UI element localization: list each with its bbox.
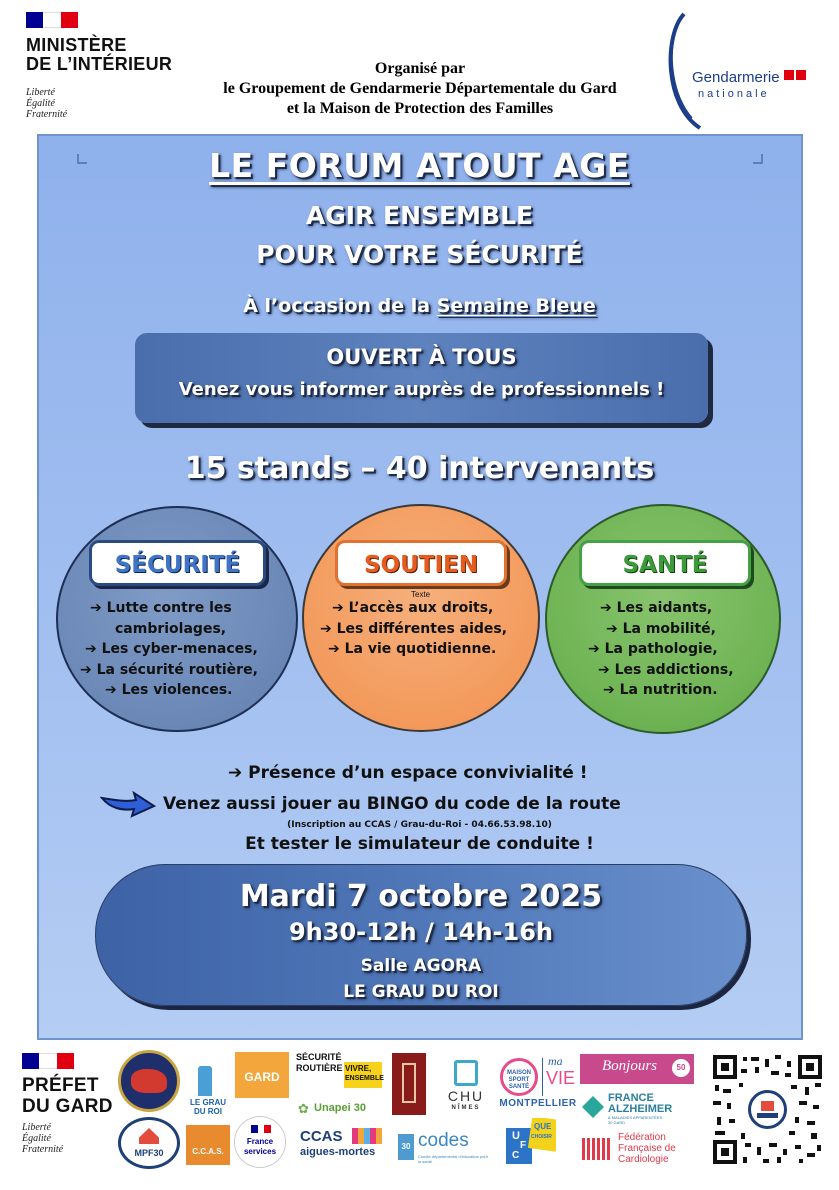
semaine-bleue-link: Semaine Bleue (436, 295, 596, 317)
organiser-text: Organisé par le Groupement de Gendarmerie Départementale du Gard et la Maison de Protection des Familles (223, 60, 617, 117)
list-item: ➔ La mobilité, (606, 620, 716, 637)
france-services-logo: France services (234, 1116, 286, 1168)
prefet-motto: Liberté Égalité Fraternité (22, 1122, 64, 1155)
ccas-logo: C.C.A.S. (186, 1125, 230, 1165)
list-item: ➔ Les addictions, (598, 661, 734, 678)
open-to-all-banner (135, 333, 708, 423)
simulator-line: Et tester le simulateur de conduite ! (245, 834, 594, 854)
list-item: ➔ La pathologie, (588, 641, 718, 657)
france-alzheimer-logo: FRANCE ALZHEIMER & MALADIES APPARENTÉES 30 GARD (580, 1092, 694, 1126)
maison-sport-sante-logo: MAISON SPORT SANTÉ ma VIE MONTPELLIER (499, 1054, 577, 1109)
list-item: ➔ Les cyber-menaces, (85, 641, 258, 657)
event-date: Mardi 7 octobre 2025 (239, 879, 603, 914)
blue-arrow-icon (100, 790, 156, 818)
gendarmerie-sub: nationale (698, 88, 770, 100)
list-item: ➔ Lutte contre les (90, 600, 232, 616)
gendarmerie-word: Gendarmerie (692, 69, 780, 86)
gard-logo: GARD (235, 1052, 289, 1098)
ministry-motto: Liberté Égalité Fraternité (26, 87, 68, 120)
ministry-title: MINISTÈRE DE L’INTÉRIEUR (26, 35, 173, 74)
forum-title: LE FORUM ATOUT AGE (209, 146, 630, 185)
occasion-line: À l’occasion de la Semaine Bleue (243, 295, 596, 317)
event-city: LE GRAU DU ROI (343, 982, 499, 1002)
grau-du-roi-logo: LE GRAU DU ROI (188, 1062, 228, 1124)
list-item: ➔ Les aidants, (600, 600, 713, 616)
mpf30-logo: MPF30 (118, 1117, 180, 1169)
securite-routiere-logo: SÉCURITÉ ROUTIÈRE VIVRE, ENSEMBLE (296, 1052, 384, 1092)
list-item: cambriolages, (115, 620, 227, 637)
sante-list (588, 598, 734, 701)
inscription-line: (Inscription au CCAS / Grau-du-Roi - 04.66.53.98.10) (287, 820, 552, 830)
open-title: OUVERT À TOUS (326, 345, 517, 369)
list-item: ➔ L’accès aux droits, (332, 600, 494, 616)
soutien-list (320, 598, 507, 660)
event-hours: 9h30-12h / 14h-16h (288, 918, 554, 946)
prefet-title: PRÉFET DU GARD (22, 1075, 113, 1117)
securite-list (80, 598, 258, 701)
ufc-que-choisir-logo: U F C QUE CHOISIR (506, 1118, 556, 1166)
bonjours-logo: Bonjours 50 (580, 1054, 694, 1084)
date-banner (95, 864, 747, 1006)
qr-code-icon (711, 1053, 824, 1166)
qr-code[interactable] (711, 1053, 824, 1166)
cardiologie-logo: Fédération Française de Cardiologie (582, 1132, 696, 1166)
placeholder-note: Texte (411, 590, 431, 599)
securite-label: SÉCURITÉ (89, 540, 266, 586)
list-item: ➔ Les différentes aides, (320, 620, 508, 637)
red-vertical-logo (392, 1053, 426, 1115)
convivialite-line: ➔ Présence d’un espace convivialité ! (228, 763, 588, 783)
stands-count: 15 stands – 40 intervenants (184, 451, 655, 486)
subtitle-line1: AGIR ENSEMBLE (305, 201, 534, 230)
subtitle-line2: POUR VOTRE SÉCURITÉ (256, 240, 583, 269)
list-item: ➔ Les violences. (105, 682, 233, 698)
open-subtitle: Venez vous informer auprès de professionnels ! (178, 379, 665, 400)
event-place: Salle AGORA (360, 956, 482, 976)
codes-logo: 30 codes Comité départemental d'éducation pour la santé (398, 1130, 488, 1166)
ccas-aigues-mortes-logo: CCAS aigues-mortes (300, 1126, 384, 1166)
sante-label: SANTÉ (579, 540, 751, 586)
unapei-logo: ✿ Unapei 30 (298, 1102, 366, 1117)
list-item: ➔ La vie quotidienne. (328, 641, 497, 657)
chu-nimes-logo: CHU NÎMES (440, 1058, 492, 1116)
prefet-flag-logo (22, 1053, 74, 1069)
list-item: ➔ La nutrition. (603, 682, 718, 698)
soutien-label: SOUTIEN (335, 540, 507, 586)
gendarmerie-badge-logo (118, 1050, 180, 1112)
ministry-flag-logo (26, 12, 78, 28)
bingo-line: Venez aussi jouer au BINGO du code de la route (163, 794, 621, 814)
list-item: ➔ La sécurité routière, (80, 661, 258, 678)
